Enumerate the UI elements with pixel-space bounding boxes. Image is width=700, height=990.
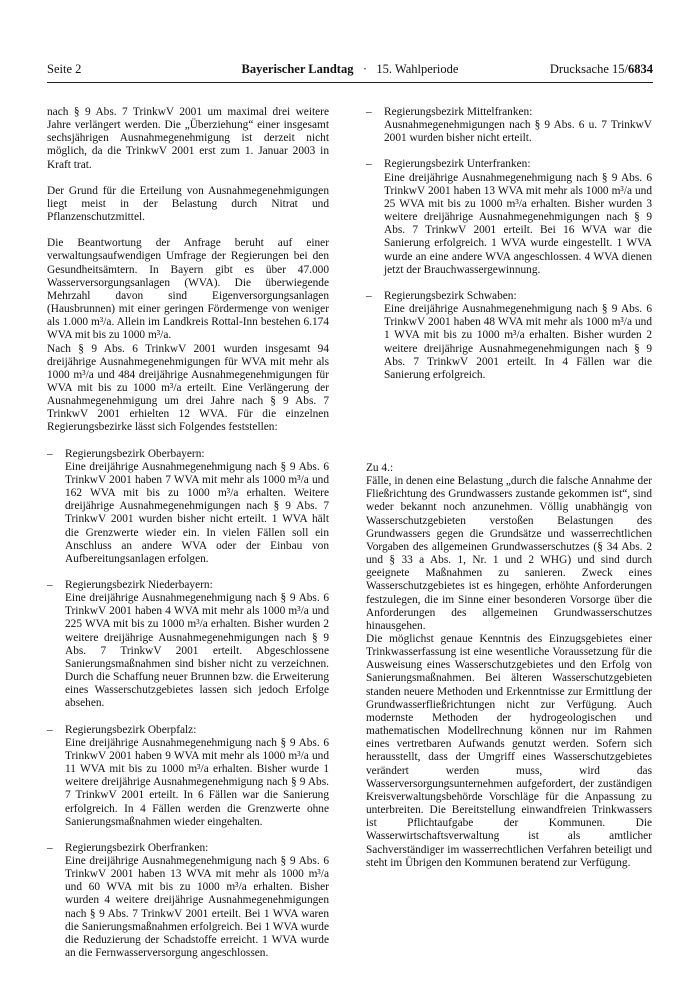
paragraph-verlaengerung: nach § 9 Abs. 7 TrinkwV 2001 um maximal drei weitere Jahre verlängert werden. Die „Überziehung“ einer insgesamt sechsjährigen Ausnahmegenehmigung ist derzeit nicht möglich, da die TrinkwV 2001 erst zum 1. Januar 2003 in Kraft trat. [47,106,329,171]
landtag-name: Bayerischer Landtag [241,62,354,76]
region-schwaben [366,290,652,382]
region-title: Regierungsbezirk Schwaben: [384,289,517,302]
region-body: Eine dreijährige Ausnahmegenehmigung nach § 9 Abs. 6 TrinkwV 2001 haben 48 WVA mit mehr als 1000 m³/a und 1 WVA mit bis zu 1000 m³/a erhalten. Bisher wurden 2 weitere dreijährige Ausnahmegenehmigungen nach § 9 Abs. 7 TrinkwV 2001 erteilt. In 4 Fällen war die Sanierung erfolgreich. [384,303,652,381]
region-body: Eine dreijährige Ausnahmegenehmigung nach § 9 Abs. 6 TrinkwV 2001 haben 13 WVA mit mehr als 1000 m³/a und 60 WVA mit bis zu 1000 m³/a erhalten. Bisher wurden 4 weitere dreijährige Ausnahmegenehmigungen nach § 9 Abs. 7 TrinkwV 2001 erteilt. Bei 1 WVA waren die Sanierungsmaßnahmen erfolgreich. Bei 1 WVA wurde die Reduzierung der Schadstoffe erreicht. 1 WVA wurde an die Fernwasserversorgung angeschlossen. [65,854,329,960]
region-body: Eine dreijährige Ausnahmegenehmigung nach § 9 Abs. 6 TrinkwV 2001 haben 13 WVA mit mehr als 1000 m³/a und 25 WVA mit bis zu 1000 m³/a erhalten. Bisher wurden 3 weitere dreijährige Ausnahmegenehmigungen nach § 9 Abs. 7 TrinkwV 2001 erteilt. Bei 16 WVA war die Sanierung erfolgreich. 1 WVA wurde eingestellt. 1 WVA wurde an eine andere WVA angeschlossen. 4 WVA dienen jetzt der Brauchwassergewinnung. [384,171,652,276]
list-dash: – [366,158,372,171]
header-separator: · [362,62,367,76]
region-body: Eine dreijährige Ausnahmegenehmigung nach § 9 Abs. 6 TrinkwV 2001 haben 9 WVA mit mehr als 1000 m³/a und 11 WVA mit bis zu 1000 m³/a erhalten. Bisher wurde 1 weitere dreijährige Ausnahmegenehmigung nach § 9 Abs. 7 TrinkwV 2001 erteilt. In 6 Fällen war die Sanierung erfolgreich. In 4 Fällen werden die Grenzwerte ohne Sanierungsmaßnahmen wieder eingehalten. [65,736,329,828]
region-title: Regierungsbezirk Mittelfranken: [384,106,533,118]
paragraph-einzugsgebiet: Die möglichst genaue Kenntnis des Einzugsgebietes einer Trinkwasserfassung ist eine wesentliche Voraussetzung für die Ausweisung eines Wasserschutzgebietes und den Erfolg von Sanierungsmaßnahmen. Bei älteren Wasserschutzgebieten standen neuere Methoden und Erkenntnisse zur Ermittlung der Grundwasserfließrichtungen nicht zur Verfügung. Auch modernste Methoden der hydrogeologischen und mathematischen Modellrechnung können nur im Rahmen eines vertretbaren Aufwands genutzt werden. Sofern sich herausstellt, dass der Umgriff eines Wasserschutzgebietes verändert werden muss, wird das Wasserversorgungsunternehmen aufgefordert, der zuständigen Kreisverwaltungsbehörde Vorschläge für die Anpassung zu unterbreiten. Die Bereitstellung einwandfreien Trinkwassers ist Pflichtaufgabe der Kommunen. Die Wasserwirtschaftsverwaltung ist als amtlicher Sachverständiger im wasserrechtlichen Verfahren beteiligt und steht im Übrigen den Kommunen beratend zur Verfügung. [366,633,652,869]
drucksache [550,62,653,77]
drucksache-number: 6834 [628,62,653,76]
left-column [47,106,329,960]
paragraph-beantwortung: Die Beantwortung der Anfrage beruht auf einer verwaltungsaufwendigen Umfrage der Regierungen bei den Gesundheitsämtern. In Bayern gibt es über 47.000 Wasserversorgungsanlagen (WVA). Die überwiegende Mehrzahl davon sind Eigenversorgungsanlagen (Hausbrunnen) mit einer geringen Fördermenge von weniger als 1.000 m³/a. Allein im Landkreis Rottal-Inn bestehen 6.174 WVA mit bis zu 1000 m³/a. [47,237,329,342]
region-oberpfalz [47,724,329,829]
page-number: Seite 2 [47,62,82,76]
region-title: Regierungsbezirk Oberpfalz: [65,723,197,736]
region-title: Regierungsbezirk Unterfranken: [384,158,531,171]
region-niederbayern [47,579,329,711]
list-dash: – [47,447,53,460]
list-dash: – [47,723,53,736]
wahlperiode: 15. Wahlperiode [376,62,459,76]
region-title: Regierungsbezirk Oberbayern: [65,447,205,460]
section-heading-zu4: Zu 4.: [366,461,394,474]
region-oberfranken [47,842,329,960]
region-mittelfranken [366,106,652,145]
paragraph-fliessrichtung: Fälle, in denen eine Belastung „durch die falsche Annahme der Fließrichtung des Grundwassers zustande gekommen ist“, sind weder bekannt noch anzunehmen. Völlig unabhängig von Wasserschutzgebieten verstoßen Belastungen des Grundwassers gegen die Grundsätze und wasserrechtlichen Vorgaben des allgemeinen Grundwasserschutzes (§ 34 Abs. 2 und § 33 a Abs. 1, Nr. 1 und 2 WHG) und sind durch geeignete Maßnahmen zu sanieren. Zweck eines Wasserschutzgebietes ist es hingegen, erhöhte Anforderungen festzulegen, die im Sinne einer besonderen Vorsorge über die Anforderungen des allgemeinen Grundwasserschutzes hinausgehen. [366,475,653,632]
region-body: Eine dreijährige Ausnahmegenehmigung nach § 9 Abs. 6 TrinkwV 2001 haben 4 WVA mit mehr als 1000 m³/a und 225 WVA mit bis zu 1000 m³/a erhalten. Bisher wurden 2 weitere dreijährige Ausnahmegenehmigungen nach § 9 Abs. 7 TrinkwV 2001 erteilt. Abgeschlossene Sanierungsmaßnahmen sind bisher nicht zu verzeichnen. Durch die Schaffung neuer Brunnen bzw. die Erweiterung eines Wasserschutzgebietes lassen sich jedoch Erfolge absehen. [65,592,329,710]
list-dash: – [366,106,372,118]
list-dash: – [47,579,53,591]
right-column [366,106,652,870]
list-dash: – [366,289,372,302]
page-header [47,62,653,83]
region-unterfranken [366,158,652,276]
paragraph-statistik: Nach § 9 Abs. 6 TrinkwV 2001 wurden insgesamt 94 dreijährige Ausnahmegenehmigungen für WVA mit mehr als 1000 m³/a und 484 dreijährige Ausnahmegenehmigungen für WVA mit bis zu 1000 m³/a erteilt. Eine Verlängerung der Ausnahmegenehmigung um drei Jahre nach § 9 Abs. 7 TrinkwV 2001 erhielten 12 WVA. Für die einzelnen Regierungsbezirke lässt sich Folgendes feststellen: [47,342,329,434]
region-oberbayern [47,448,329,566]
region-title: Regierungsbezirk Oberfranken: [65,841,209,854]
region-body: Eine dreijährige Ausnahmegenehmigung nach § 9 Abs. 6 TrinkwV 2001 haben 7 WVA mit mehr als 1000 m³/a und 162 WVA mit bis zu 1000 m³/a erhalten. Weitere dreijährige Ausnahmegenehmigungen nach § 9 Abs. 7 TrinkwV 2001 wurden bisher nicht erteilt. 1 WVA hält die Grenzwerte wieder ein. In vielen Fällen soll ein Anschluss an andere WVA oder der Einbau von Aufbereitungsanlagen erfolgen. [65,460,329,565]
region-body: Ausnahmegenehmigungen nach § 9 Abs. 6 u. 7 TrinkwV 2001 wurden bisher nicht erteilt. [384,119,652,145]
region-title: Regierungsbezirk Niederbayern: [65,579,213,591]
drucksache-prefix: Drucksache 15/ [549,62,628,76]
list-dash: – [47,841,53,854]
paragraph-grund: Der Grund für die Erteilung von Ausnahmegenehmigungen liegt meist in der Belastung durch Nitrat und Pflanzenschutzmittel. [47,184,329,224]
